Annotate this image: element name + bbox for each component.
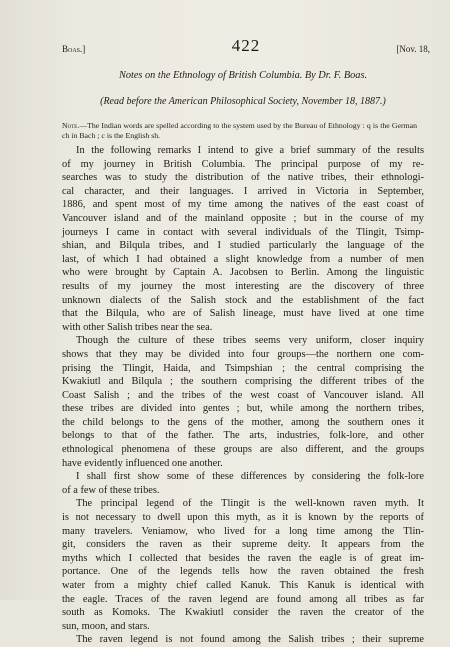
body-line: of my journey in British Columbia. The principal purpose of my re- xyxy=(62,158,424,170)
body-line: myths which I collected that besides the raven the eagle is of great im- xyxy=(62,552,424,564)
note-text: —The Indian words are spelled according to the system used by the Bureau of Ethnology : q is the German ch in Bach ; c is the English sh. xyxy=(62,121,417,140)
article-title: Notes on the Ethnology of British Columbia. By Dr. F. Boas. xyxy=(118,70,368,81)
body-line: ethnological phenomena of these groups are also different, and the groups xyxy=(62,444,424,456)
body-line: water from a mighty chief called Kanuk. This Kanuk is identical with xyxy=(62,580,424,591)
body-line: belongs to that of the father. The arts, industries, folk-lore, and other xyxy=(62,430,424,442)
note-label: Note. xyxy=(62,121,80,130)
body-line: Coast Salish ; and the tribes of the west coast of Vancouver island. All xyxy=(62,389,424,401)
page-number: 422 xyxy=(231,36,261,55)
body-line: sun, moon, and stars. xyxy=(62,620,150,632)
body-line: results of my journey the most interesting are the discovery of three xyxy=(62,280,424,292)
body-line: that the Bilqula, who are of Salish lineage, must have lived at one time xyxy=(62,308,424,320)
body-line: Kwakiutl and Bilqula ; the southern comprising the different tribes of the xyxy=(62,376,424,388)
body-line: of a few of these tribes. xyxy=(62,484,160,496)
running-head xyxy=(62,36,430,60)
body-line: 1886, and spent most of my time among the natives of the east coast of xyxy=(62,199,424,211)
body-line: searches was to study the distribution of the native tribes, their ethnologi- xyxy=(62,172,424,184)
body-line: the child belongs to the gens of the mother, among the southern ones it xyxy=(62,416,424,428)
body-line: The principal legend of the Tlingit is the well-known raven myth. It xyxy=(76,498,424,510)
body-line: last, of which I had obtained a slight knowledge from a number of men xyxy=(62,253,424,265)
body-line: The raven legend is not found among the Salish tribes ; their supreme xyxy=(76,634,424,646)
body-line: these tribes are divided into gentes ; but, while among the northern tribes, xyxy=(62,403,424,415)
body-line: I shall first show some of these differences by considering the folk-lore xyxy=(76,471,424,483)
body-line: unknown dialects of the Salish stock and the establishment of the fact xyxy=(62,294,424,306)
body-line: who were brought by Captain A. Jacobsen to Berlin. Among the linguistic xyxy=(62,267,424,279)
body-line: with other Salish tribes near the sea. xyxy=(62,321,213,333)
body-line: many travelers. Veniamow, who lived for a long time among the Tlin- xyxy=(62,525,424,537)
body-line: have evidently influenced one another. xyxy=(62,457,223,469)
body-line: Though the culture of these tribes seems very uniform, closer inquiry xyxy=(76,335,424,347)
read-before-note: (Read before the American Philosophical Society, November 18, 1887.) xyxy=(100,96,386,107)
body-line: shian, and Bilqula tribes, and I studied particularly the language of the xyxy=(62,240,424,252)
running-head-author: Boas.] xyxy=(62,44,86,54)
article-body xyxy=(62,144,424,647)
spelling-note xyxy=(62,121,417,141)
body-line: In the following remarks I intend to give a brief summary of the results xyxy=(76,145,424,156)
body-line: south as Komoks. The Kwakiutl consider the raven the creator of the xyxy=(62,607,424,619)
body-line: journeys I came in contact with several individuals of the Tlingit, Tsimp- xyxy=(62,226,424,238)
body-line: Vancouver island and of the mainland opposite ; but in the course of my xyxy=(62,212,424,224)
body-line: cal character, and their languages. I arrived in Victoria in September, xyxy=(62,185,424,197)
body-line: shows that they may be divided into four groups—the northern one com- xyxy=(62,348,424,360)
body-line: is not necessary to dwell upon this myth, as it is known by the reports of xyxy=(62,512,424,524)
body-line: git, considers the raven as their supreme deity. It appears from the xyxy=(62,539,424,551)
running-head-date: [Nov. 18, xyxy=(396,44,430,54)
body-line: prising the Tlingit, Haida, and Tsimpshian ; the central comprising the xyxy=(62,362,424,374)
body-line: the eagle. Traces of the raven legend are found among all tribes as far xyxy=(62,593,424,605)
body-line: portance. One of the legends tells how the raven obtained the fresh xyxy=(62,566,424,578)
